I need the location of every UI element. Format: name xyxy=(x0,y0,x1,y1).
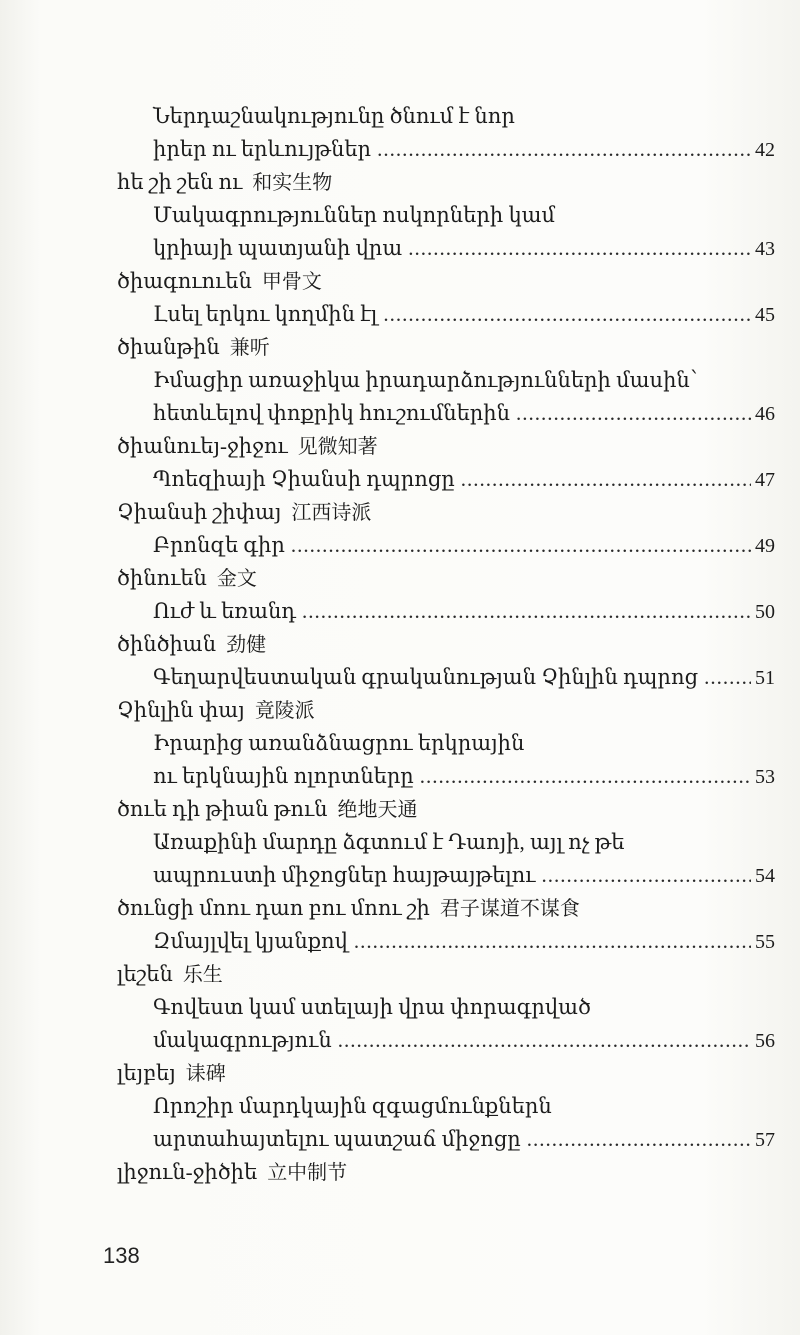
entry-title: ու երկնային ոլորտները xyxy=(153,764,414,788)
entry-title: Բրոնզե գիր xyxy=(153,533,285,557)
toc-term-heading xyxy=(117,1057,775,1090)
term-chinese: 和实生物 xyxy=(252,170,333,194)
toc-term-heading xyxy=(117,628,775,661)
term-transliteration: ծիանթին xyxy=(117,335,220,359)
toc-term-heading xyxy=(117,430,775,463)
dot-leader xyxy=(291,529,751,562)
term-chinese: 兼听 xyxy=(229,335,270,359)
toc-entry xyxy=(117,463,775,496)
entry-page-number: 57 xyxy=(755,1129,775,1151)
entry-title: ապրուստի միջոցներ հայթայթելու xyxy=(153,863,536,887)
table-of-contents xyxy=(117,100,775,1189)
entry-title: կրիայի պատյանի վրա xyxy=(153,236,403,260)
term-chinese: 见微知著 xyxy=(297,434,378,458)
term-transliteration: ծուե դի թիան թուն xyxy=(117,797,328,821)
dot-leader xyxy=(302,595,751,628)
entry-page-number: 47 xyxy=(755,469,775,491)
toc-entry xyxy=(117,133,775,166)
term-chinese: 竟陵派 xyxy=(254,698,315,722)
term-chinese: 绝地天通 xyxy=(337,797,418,821)
term-transliteration: լեյբեյ xyxy=(117,1061,176,1085)
toc-entry xyxy=(117,1123,775,1156)
term-transliteration: ծիագուուեն xyxy=(117,269,252,293)
entry-page-number: 53 xyxy=(755,766,775,788)
entry-page-number: 45 xyxy=(755,304,775,326)
toc-entry xyxy=(117,661,775,694)
entry-page-number: 50 xyxy=(755,601,775,623)
term-transliteration: լեշեն xyxy=(117,962,173,986)
toc-entry xyxy=(117,859,775,892)
toc-term-heading xyxy=(117,496,775,529)
term-transliteration: ծիանուեյ-ջիջու xyxy=(117,434,288,458)
dot-leader xyxy=(383,298,751,331)
toc-entry-line: Ներդաշնակությունը ծնում է նոր xyxy=(153,104,515,128)
term-chinese: 君子谋道不谋食 xyxy=(439,896,580,920)
entry-title: Զմայլվել կյանքով xyxy=(153,929,348,953)
entry-title: Լսել երկու կողմին էլ xyxy=(153,302,378,326)
toc-entry-line: Առաքինի մարդը ձգտում է Դաոյի, այլ ոչ թե xyxy=(153,830,625,854)
toc-term-heading xyxy=(117,166,775,199)
dot-leader xyxy=(338,1024,751,1057)
toc-entry xyxy=(117,1024,775,1057)
toc-term-heading xyxy=(117,1156,775,1189)
toc-entry-line: Մակագրություններ ոսկորների կամ xyxy=(153,203,556,227)
dot-leader xyxy=(420,760,751,793)
term-chinese: 诔碑 xyxy=(185,1061,226,1085)
toc-entry-line: Իմացիր առաջիկա իրադարձությունների մասին՝ xyxy=(153,368,698,392)
term-chinese: 劲健 xyxy=(226,632,267,656)
dot-leader xyxy=(408,232,751,265)
dot-leader xyxy=(516,397,751,430)
dot-leader xyxy=(354,925,751,958)
dot-leader xyxy=(541,859,751,892)
entry-page-number: 56 xyxy=(755,1030,775,1052)
term-transliteration: Չիանսի շիփայ xyxy=(117,500,282,524)
term-chinese: 甲骨文 xyxy=(261,269,322,293)
entry-page-number: 51 xyxy=(755,667,775,689)
toc-term-heading xyxy=(117,265,775,298)
term-transliteration: հե շի շեն ու xyxy=(117,170,243,194)
entry-page-number: 49 xyxy=(755,535,775,557)
toc-entry xyxy=(117,298,775,331)
term-chinese: 乐生 xyxy=(182,962,223,986)
term-transliteration: լիջուն-ջիծիե xyxy=(117,1160,258,1184)
toc-entry xyxy=(117,397,775,430)
entry-title: Պոեզիայի Չիանսի դպրոցը xyxy=(153,467,455,491)
toc-entry xyxy=(117,595,775,628)
dot-leader xyxy=(704,661,751,694)
entry-page-number: 55 xyxy=(755,931,775,953)
toc-entry-line: Որոշիր մարդկային զգացմունքներն xyxy=(153,1094,552,1118)
entry-title: արտահայտելու պատշաճ միջոցը xyxy=(153,1127,521,1151)
term-transliteration: ծինուեն xyxy=(117,566,207,590)
entry-title: Ուժ և եռանդ xyxy=(153,599,296,623)
toc-term-heading xyxy=(117,958,775,991)
dot-leader xyxy=(527,1123,751,1156)
toc-entry xyxy=(117,529,775,562)
entry-page-number: 54 xyxy=(755,865,775,887)
term-chinese: 金文 xyxy=(216,566,257,590)
term-chinese: 立中制节 xyxy=(267,1160,348,1184)
entry-page-number: 43 xyxy=(755,238,775,260)
entry-title: հետևելով փոքրիկ հուշումներին xyxy=(153,401,510,425)
toc-entry-line: Գովեստ կամ ստելայի վրա փորագրված xyxy=(153,995,591,1019)
toc-entry-line: Իրարից առանձնացրու երկրային xyxy=(153,731,525,755)
toc-term-heading xyxy=(117,793,775,826)
term-transliteration: ծինծիան xyxy=(117,632,217,656)
toc-term-heading xyxy=(117,331,775,364)
toc-term-heading xyxy=(117,694,775,727)
toc-entry xyxy=(117,232,775,265)
page-number: 138 xyxy=(103,1243,140,1268)
toc-term-heading xyxy=(117,562,775,595)
toc-entry xyxy=(117,925,775,958)
term-transliteration: Չինլին փայ xyxy=(117,698,245,722)
dot-leader xyxy=(377,133,751,166)
entry-title: Գեղարվեստական գրականության Չինլին դպրոց xyxy=(153,665,699,689)
term-transliteration: ծունցի մոու դաո բու մոու շի xyxy=(117,896,430,920)
entry-title: մակագրություն xyxy=(153,1028,332,1052)
toc-term-heading xyxy=(117,892,775,925)
entry-page-number: 42 xyxy=(755,139,775,161)
entry-title: իրեր ու երևույթներ xyxy=(153,137,372,161)
entry-page-number: 46 xyxy=(755,403,775,425)
dot-leader xyxy=(461,463,751,496)
term-chinese: 江西诗派 xyxy=(291,500,372,524)
toc-entry xyxy=(117,760,775,793)
